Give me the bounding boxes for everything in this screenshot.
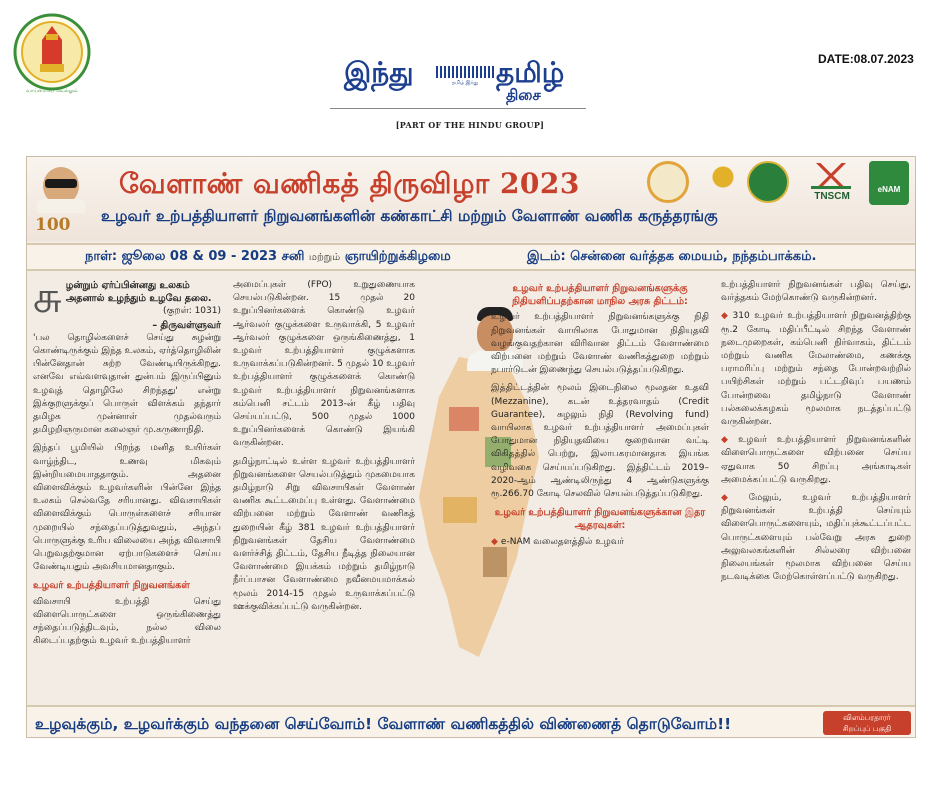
event-venue: இடம்: சென்னை வர்த்தக மையம், நந்தம்பாக்கம். (527, 249, 817, 264)
tn-seal-logo (747, 161, 791, 205)
col3-bullet-1 (491, 536, 709, 549)
event-date-day: ஞாயிற்றுக்கிழமை (344, 249, 451, 264)
col3-heading-2: உழவர் உற்பத்தியாளர் நிறுவனங்களுக்கான இதர ஆதரவுகள்: (494, 507, 706, 532)
masthead-word-hindu: இந்து (344, 56, 414, 89)
col1-paragraph-1: 'பல தொழில்களைச் செய்து சுழன்று கொண்டிருக்கும் இந்த உலகம், ஏர்த்தொழிலின் பின்னேதான் சுற்ற வேண்டியிருக்கிறது. எனவே எவ்வளவுதான் துன்பம் இருப்பினும் உழவுத் தொழிலே சிறந்தது' என்று இக்குறளுக்குப் பொருள் விளக்கம் தந்தார் தமிழக முன்னாள் முதல்வரும் தமிழறிஞருமான கலைஞர் மு.கருணாநிதி. (33, 332, 221, 436)
enam-logo (869, 161, 909, 205)
col4-bullet-1 (721, 310, 911, 429)
col2-paragraph-1: அமைப்புகள் (FPO) உறுதுணையாக செயல்படுகின்றன. 15 முதல் 20 உறுப்பினர்களைக் கொண்டு உழவர் ஆர்வலர் குழுக்களை உருவாக்கி, 5 உழவர் ஆர்வலர் குழுக்களை ஒருங்கிணைத்து, 1 உழவர் உற்பத்தியாளர் குழுக்களாக உருவாக்கப்படுகின்றனர். 5 முதல் 10 உழவர் உற்பத்தியாளர் குழுக்களைக் கொண்டு உழவர் உற்பத்தியாளர் நிறுவனங்களாக கம்பெனி சட்டம் 2013-ன் கீழ் பதிவு செய்யப்பட்டு, 500 முதல் 1000 உறுப்பினர்களைக் கொண்டு இயங்கி வருகின்றன. (233, 280, 415, 449)
tnscm-label: TNSCM (814, 191, 850, 202)
kural-line-2: அதனால் உழந்தும் உழவே தலை. (65, 293, 212, 305)
masthead-word-thisai: திசை (506, 86, 541, 104)
seal-caption: வாய்மையே வெல்லும் (26, 88, 78, 94)
col3-paragraph-2: இத்திட்டத்தின் மூலம் இடைநிலை மூலதன உதவி (Mezzanine), கடன் உத்தரவாதம் (Credit Guarantee), சுழலும் நிதி (Revolving fund) வாயிலாக உழவர் உற்பத்தியாளர் அமைப்புகள் போதுமான நிதியுதவியை குறைவான வட்டி விகிதத்தில் பெற்று, இலாபகரமானதாக இயங்க வழிவகை செய்யப்படுகிறது. இத்திட்டம் 2019–2020-ஆம் ஆண்டிலிருந்து 4 ஆண்டுகளுக்கு ரூ.266.70 கோடி செலவில் செயல்படுத்தப்படுகிறது. (491, 383, 709, 500)
seal-emblem-icon (12, 12, 92, 94)
advertiser-feature-tag (823, 711, 911, 735)
col1-paragraph-3: விவசாயி உற்பத்தி செய்து விளைபொருட்களை ஒருங்கிணைத்து சந்தைப்படுத்திடவும், நல்ல விலை கிடைப்பதற்கும் உழவர் உற்பத்தியாளர் (33, 596, 221, 647)
col3-paragraph-1: உழவர் உற்பத்தியாளர் நிறுவனங்களுக்கு நிதி நிறுவனங்கள் வாயிலாக போதுமான நிதியுதவி வழங்குவதற்கான விரிவான திட்டம் வேளாண்மை விற்பனை மற்றும் வேளாண் வணிகத்துறை மற்றும் நபார்டுடன் இணைந்து செயல்படுத்தப்படுகிறது. (491, 312, 709, 376)
wheat-icon (705, 161, 741, 201)
col4-bullet-3 (721, 492, 911, 584)
house-icon (811, 163, 851, 189)
festival-title: வேளாண் வணிகத் திருவிழா 2023 (119, 167, 580, 200)
clipping-date: DATE:08.07.2023 (818, 52, 914, 66)
col4-bullet-1-text: 310 உழவர் உற்பத்தியாளர் நிறுவனத்திற்கு ரூ.2 கோடி மதிப்பீட்டில் சிறந்த வேளாண் நடைமுறைகள், கம்பெனி நிர்வாகம், திட்டம் மற்றும் வணிக மேலாண்மை, கணக்கு பராமரிப்பு மற்றும் சந்தை போன்றவற்றில் பயிற்சிகள் மற்றும் பட்டறிவுப் பயணம் போன்றவை தமிழ்நாடு வேளாண் பல்கலைக்கழகம் மூலமாக நடத்தப்பட்டு வருகின்றன. (721, 311, 911, 428)
col4-bullet-2 (721, 434, 911, 487)
drop-cap: சு (33, 272, 62, 323)
slogan-band (27, 705, 916, 738)
leader-portrait (33, 163, 91, 235)
feature-tag-line-2: சிறப்புப் பகுதி (842, 724, 892, 733)
masthead-strip-icon (436, 66, 494, 78)
closing-slogan: உழவுக்கும், உழவர்க்கும் வந்தனை செய்வோம்! வேளாண் வணிகத்தில் விண்ணைத் தொடுவோம்!! (35, 715, 732, 733)
enam-label: eNAM (877, 185, 901, 194)
event-date-joiner: மற்றும் (308, 252, 341, 263)
col4-bullet-3-text: மேலும், உழவர் உற்பத்தியாளர் நிறுவனங்கள் உற்பத்தி செய்யும் விளைபொருட்களையும், மதிப்புக்கூட்டப்பட்ட பொருட்களையும் பல்வேறு அரசு துறை அலுவலகங்களின் சில்லரை விற்பனை நிலையங்கள் மூலமாக விற்பனை செய்ய நடவடிக்கை மேற்கொள்ளப்பட்டு வருகிறது. (721, 493, 911, 583)
masthead-emblem-caption: தமிழ் இந்து (451, 80, 479, 86)
date-venue-band (27, 243, 916, 271)
festival-subtitle: உழவர் உற்பத்தியாளர் நிறுவனங்களின் கண்காட்சி மற்றும் வேளாண் வணிக கருத்தரங்கு (101, 207, 718, 225)
bullet-icon: ◆ (721, 435, 736, 446)
newspaper-clipping (26, 156, 916, 738)
col4-bullet-2-text: உழவர் உற்பத்தியாளர் நிறுவனங்களின் விளைபொருட்களை விற்பனை செய்ய ஏதுவாக 50 சிறப்பு அங்காடிகள் அமைக்கப்பட்டு வருகிறது. (721, 435, 912, 485)
fpo-logo (647, 161, 695, 205)
tn-govt-seal (12, 12, 92, 94)
kural-author: – திருவள்ளுவர் (152, 319, 221, 331)
feature-tag-line-1: விளம்பரதாரர் (843, 713, 891, 722)
masthead-emblem (436, 60, 494, 84)
bullet-icon: ◆ (721, 311, 730, 322)
col1-section-heading: உழவர் உற்பத்தியாளர் நிறுவனங்கள் (33, 580, 190, 592)
col2-paragraph-2: தமிழ்நாட்டில் உள்ள உழவர் உற்பத்தியாளர் நிறுவனங்களை செயல்படுத்தும் முகமையாக தமிழ்நாடு சிறு விவசாயிகள் வேளாண் வணிக கூட்டமைப்பு உள்ளது. வேளாண்மை விற்பனை மற்றும் வேளாண் வணிகத் துறையின் கீழ் 381 உழவர் உற்பத்தியாளர் நிறுவனங்கள் தேசிய வேளாண்மை வளர்ச்சித் திட்டம், தேசிய நீடித்த நிலையான வேளாண்மை இயக்கம் மற்றும் தமிழ்நாடு நீர்ப்பாசன வேளாண்மை நவீனமயமாக்கல் மூலம் 2014-15 முதல் உருவாக்கப்பட்டு ஊக்குவிக்கப்பட்டு வருகின்றன. (233, 456, 415, 612)
portrait-glasses-icon (45, 179, 77, 188)
newspaper-masthead (330, 56, 586, 118)
article-column-4 (721, 279, 911, 589)
title-band (27, 157, 916, 241)
article-column-2 (233, 279, 415, 619)
seal-icon (747, 161, 789, 203)
group-tagline: [PART OF THE HINDU GROUP] (395, 120, 545, 130)
col4-paragraph-0: உற்பத்தியாளர் நிறுவனங்கள் பதிவு செய்து, வர்த்தகம் மேற்கொண்டு வருகின்றனர். (721, 280, 911, 304)
bullet-icon: ◆ (491, 536, 498, 547)
agri-dept-logo (705, 161, 741, 205)
event-date-label: நாள்: ஜூலை 08 & 09 - 2023 சனி (85, 249, 305, 264)
masthead-word-tamil: தமிழ் (496, 56, 565, 89)
fpo-ring-icon (647, 161, 689, 203)
col3-heading-1: உழவர் உற்பத்தியாளர் நிறுவனங்களுக்கு நிதியளிப்பதற்கான மாநில அரசு திட்டம்: (512, 283, 688, 308)
tnscm-logo (803, 161, 861, 205)
bullet-icon: ◆ (721, 493, 746, 504)
article-column-3 (491, 279, 709, 554)
event-date (85, 249, 451, 265)
article-column-1 (33, 272, 221, 653)
kural-line-1: ழன்றும் ஏர்ப்பின்னது உலகம் (65, 280, 190, 291)
col1-paragraph-2: இந்தப் பூமியில் பிறந்த மனித உயிர்கள் வாழ்ந்திட, உணவு மிகவும் இன்றியமையாததாகும். அதனை விளைவிக்கும் உழவர்களின் பின்னே இந்த உலகம் செல்வதே சரியானது. விவசாயிகள் விளைவிக்கும் பொருள்களைச் சரியான முறையில் சந்தைப்படுத்துவதும், அந்தப் பொருளுக்கு உரிய விலையை அந்த விவசாயி பெறுவதற்குமான ஏற்பாடுகளைச் செய்ய வேண்டியதும் அவசியமானதாகும். (33, 443, 221, 573)
partner-logos (647, 161, 911, 205)
col3-bullet-1-text: e-NAM வலைதளத்தில் உழவர் (500, 536, 625, 547)
masthead-divider (330, 108, 586, 109)
centenary-logo: 100 (35, 215, 71, 235)
portrait-shirt-icon (37, 199, 85, 213)
kural-reference: (குறள்: 1031) (162, 306, 221, 317)
